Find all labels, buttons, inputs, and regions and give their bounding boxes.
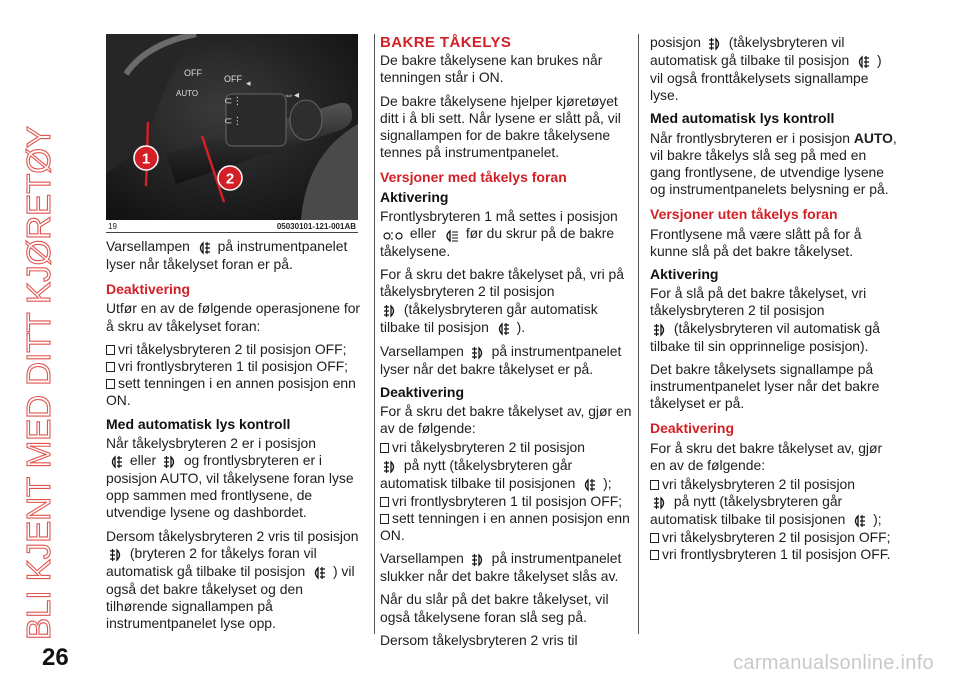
front-fog-light-icon	[581, 477, 597, 493]
paragraph: For å skru det bakre tåkelyset av, gjør en av de følgende:	[650, 439, 883, 473]
rear-fog-light-icon	[162, 454, 178, 470]
callout-number-2: 2	[225, 170, 235, 188]
heading-deaktivering: Deaktivering	[650, 420, 735, 437]
bullet: sett tenningen i en annen posisjon enn ON.	[106, 375, 356, 409]
arrow-mark-icon: ◂	[246, 78, 251, 88]
heading-aktivering: Aktivering	[380, 188, 449, 205]
rear-fog-light-icon	[470, 345, 486, 361]
rear-fog-light-icon	[652, 322, 668, 338]
paragraph: For å slå på det bakre tåkelyset, vri tåkelysbryteren 2 til posisjon (tåkelysbryteren vil automatisk gå tilbake til sin opprinnelige posisjon).	[650, 285, 880, 354]
column-2	[380, 34, 632, 655]
front-fog-symbol-icon: ⊂⋮	[224, 96, 243, 107]
rear-fog-light-icon	[382, 459, 398, 475]
front-fog-light-icon	[108, 454, 124, 470]
paragraph: For å skru det bakre tåkelyset av, gjør en av de følgende:	[380, 403, 632, 437]
bullet-box-icon	[650, 480, 659, 490]
rear-fog-light-icon	[108, 547, 124, 563]
text: på instrumentpanelet lyser når tåkelyset foran er på.	[106, 238, 348, 272]
bullet: vri frontlysbryteren 1 til posisjon OFF.	[650, 546, 898, 563]
bullet-box-icon	[380, 514, 389, 524]
bullet: vri tåkelysbryteren 2 til posisjon OFF;	[106, 341, 362, 358]
column-3	[650, 34, 898, 564]
figure-stalk-photo	[106, 34, 358, 220]
rear-fog-light-icon	[707, 36, 723, 52]
bullet: vri tåkelysbryteren 2 til posisjon OFF;	[650, 529, 898, 546]
side-title-text: BLI KJENT MED DITT KJØRETØY	[20, 125, 57, 640]
paragraph: Varsellampen på instrumentpanelet slukker når det bakre tåkelyset slås av.	[380, 550, 622, 585]
rear-fog-light-icon	[652, 495, 668, 511]
bullet-box-icon	[106, 379, 115, 389]
paragraph	[106, 238, 362, 273]
label-off-1: OFF	[184, 68, 202, 78]
heading-aktivering: Aktivering	[650, 266, 719, 283]
paragraph: Frontlysene må være slått på for å kunne slå på det bakre tåkelyset.	[650, 225, 862, 259]
front-fog-light-icon	[851, 513, 867, 529]
headlamp-symbol-icon: ⇔◂	[284, 90, 300, 101]
heading-auto: Med automatisk lys kontroll	[650, 110, 835, 127]
paragraph: De bakre tåkelysene hjelper kjøretøyet ditt i å bli sett. Når lysene er slått på, vil signallampen for de bakre tåkelysene tennes på instrumentpanelet.	[380, 92, 621, 161]
bullet-box-icon	[650, 550, 659, 560]
label-auto: AUTO	[176, 89, 199, 98]
bullet: vri frontlysbryteren 1 til posisjon OFF;	[106, 358, 362, 375]
rear-fog-light-icon	[382, 303, 398, 319]
rear-fog-symbol-icon: ⊂⋮	[224, 116, 243, 127]
side-title-svg	[6, 30, 66, 650]
paragraph: Når tåkelysbryteren 2 er i posisjon eller og frontlysbryteren er i posisjon AUTO, vil tåkelysene foran lyse opp sammen med frontlysene, de utvendige lysene og dashbordet.	[106, 434, 354, 521]
bullet-box-icon	[106, 345, 115, 355]
figure-rule	[106, 232, 358, 233]
watermark-link[interactable]: carmanualsonline.info	[733, 652, 934, 674]
paragraph: Utfør en av de følgende operasjonene for å skru av tåkelyset foran:	[106, 300, 361, 334]
paragraph: Når frontlysbryteren er i posisjon AUTO, vil bakre tåkelys slå seg på med en gang frontlysene, de utvendige lysene og instrumentpanelets belysning er på.	[650, 129, 897, 198]
heading-deaktivering: Deaktivering	[106, 281, 191, 298]
paragraph: Dersom tåkelysbryteren 2 vris til	[380, 631, 578, 648]
paragraph: De bakre tåkelysene kan brukes når tenningen står i ON.	[380, 52, 603, 86]
front-fog-light-icon	[855, 54, 871, 70]
column-divider-2	[638, 34, 639, 634]
bullet: vri frontlysbryteren 1 til posisjon OFF;	[380, 493, 632, 510]
rear-fog-light-icon	[470, 552, 486, 568]
paragraph: Det bakre tåkelysets signallampe på instrumentpanelet lyser når det bakre tåkelyset er på.	[650, 360, 880, 412]
callout-number-1: 1	[141, 150, 151, 168]
front-fog-light-icon	[196, 240, 212, 256]
front-fog-light-icon	[311, 565, 327, 581]
paragraph: Varsellampen på instrumentpanelet lyser når det bakre tåkelyset er på.	[380, 342, 622, 377]
parking-light-icon	[382, 229, 404, 243]
paragraph: Dersom tåkelysbryteren 2 vris til posisjon (bryteren 2 for tåkelys foran vil automatisk gå tilbake til posisjon ) vil også det bakre tåkelyset og den tilhørende signallampen på instrumentpanelet lyse opp.	[106, 527, 359, 632]
heading-med-takelys: Versjoner med tåkelys foran	[380, 169, 567, 186]
section-side-title	[6, 30, 66, 650]
figure-number: 19	[108, 222, 117, 231]
paragraph: Frontlysbryteren 1 må settes i posisjon eller før du skrur på de bakre tåkelysene.	[380, 207, 618, 260]
heading-auto: Med automatisk lys kontroll	[106, 415, 291, 432]
heading-deaktivering: Deaktivering	[380, 383, 465, 400]
bullet-box-icon	[106, 362, 115, 372]
label-off-2: OFF	[224, 74, 242, 84]
front-fog-light-icon	[495, 321, 511, 337]
paragraph: Når du slår på det bakre tåkelyset, vil også tåkelysene foran slå seg på.	[380, 591, 609, 625]
paragraph: posisjon (tåkelysbryteren vil automatisk gå tilbake til posisjon ) vil også fronttåkelysets signallampe lyse.	[650, 34, 882, 104]
low-beam-icon	[442, 229, 460, 243]
bullet-box-icon	[650, 533, 659, 543]
auto-keyword: AUTO	[853, 129, 893, 146]
column-1	[106, 238, 362, 638]
bullet-box-icon	[380, 443, 389, 453]
heading-uten-takelys: Versjoner uten tåkelys foran	[650, 206, 838, 223]
figure-code: 05030101-121-001AB	[276, 222, 356, 231]
heading-bakre-takelys: BAKRE TÅKELYS	[380, 34, 512, 51]
bullet-box-icon	[380, 497, 389, 507]
bullet: sett tenningen i en annen posisjon enn ON.	[380, 509, 630, 544]
bullet: vri tåkelysbryteren 2 til posisjon på nytt (tåkelysbryteren går automatisk tilbake til posisjonen );	[650, 476, 882, 528]
column-divider-1	[374, 34, 375, 634]
paragraph: For å skru det bakre tåkelyset på, vri på tåkelysbryteren 2 til posisjon (tåkelysbryteren går automatisk tilbake til posisjon ).	[380, 266, 624, 335]
page-number: 26	[42, 644, 69, 671]
text: Varsellampen	[106, 238, 190, 254]
stalk-illustration	[106, 34, 358, 220]
bullet: vri tåkelysbryteren 2 til posisjon på nytt (tåkelysbryteren går automatisk tilbake til posisjonen );	[380, 439, 612, 491]
